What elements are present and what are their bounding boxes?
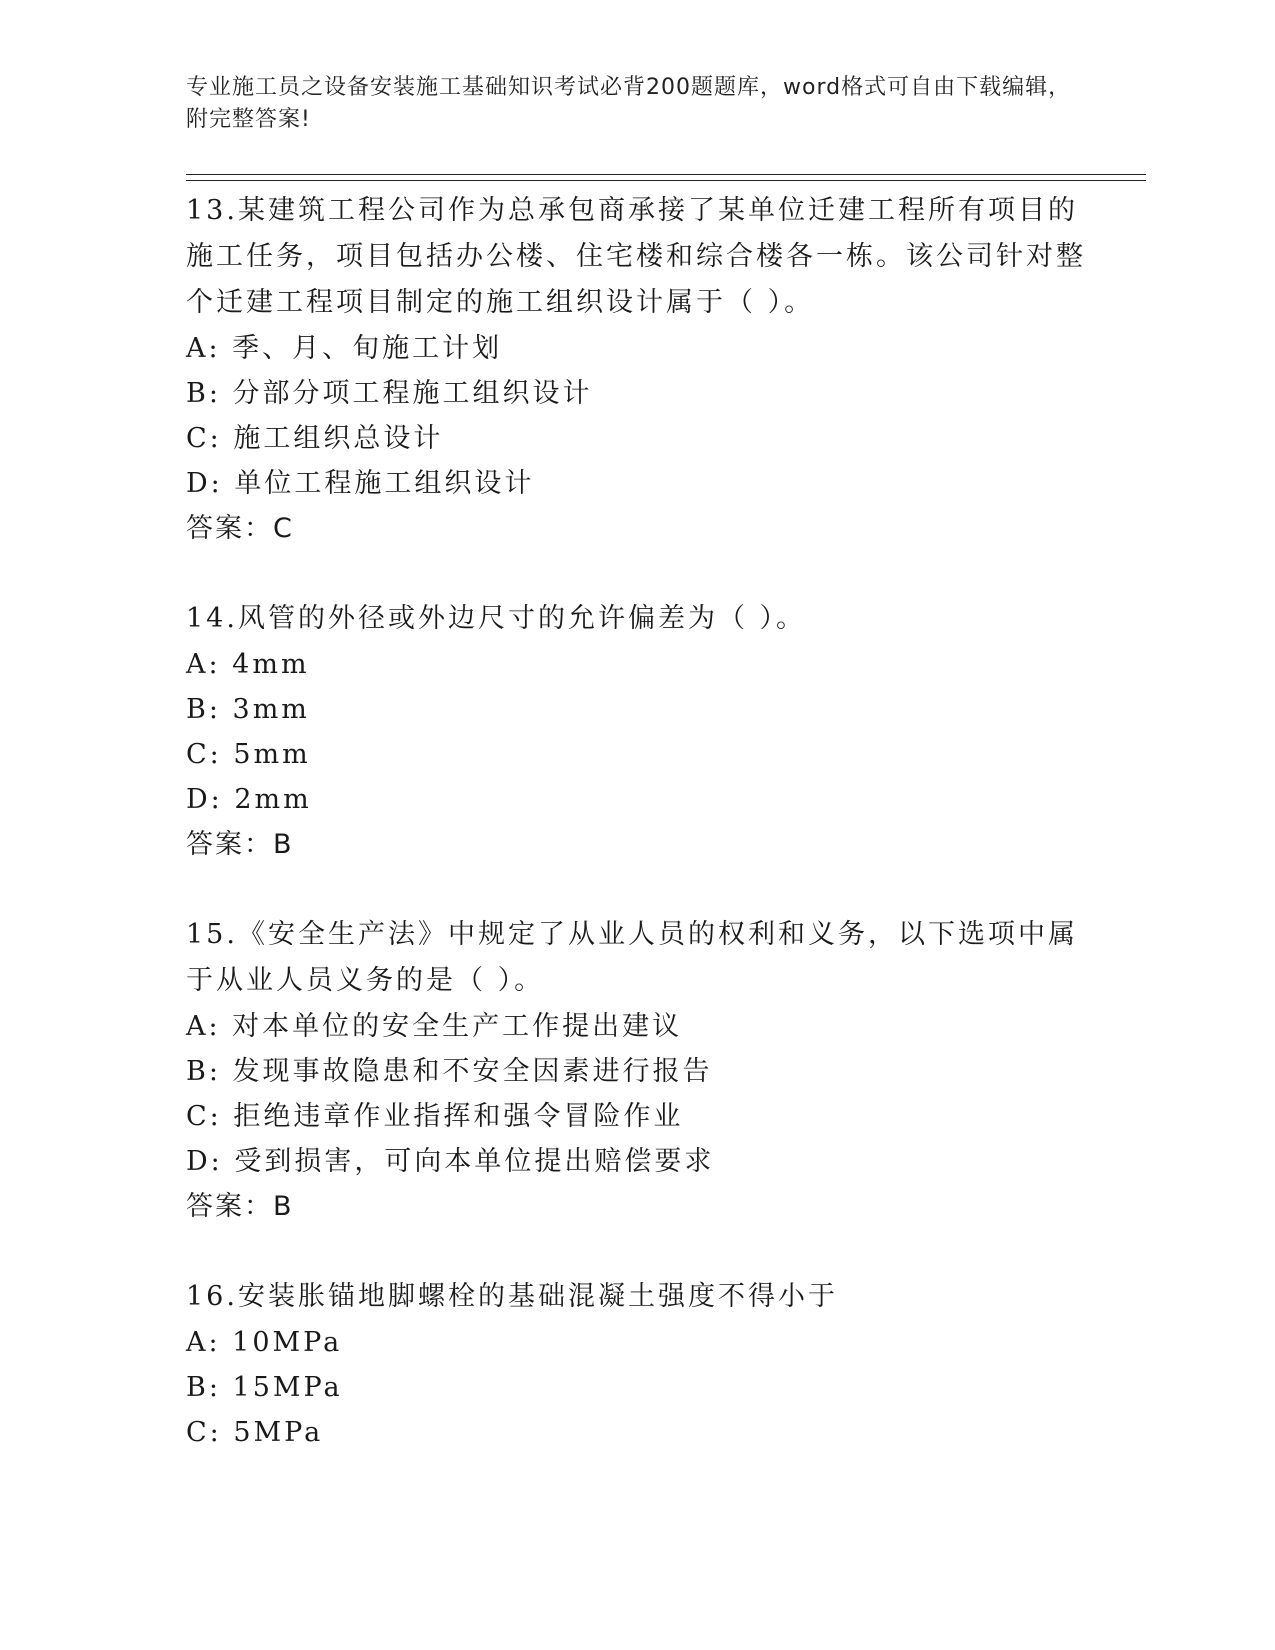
option-a: A: 季、月、旬施工计划 [186,333,503,364]
option-c: C: 施工组织总设计 [186,423,444,454]
header-divider-bottom [186,180,1146,181]
option-a: A: 4mm [186,649,310,680]
option-b: B: 发现事故隐患和不安全因素进行报告 [186,1056,713,1087]
option-b: B: 3mm [186,694,310,725]
option-b: B: 分部分项工程施工组织设计 [186,378,593,409]
option-c: C: 5MPa [186,1417,324,1448]
header-divider-top [186,174,1146,175]
question-stem: 14.风管的外径或外边尺寸的允许偏差为（ ）。 [186,603,807,634]
option-c: C: 5mm [186,739,311,770]
answer: 答案：C [186,513,294,544]
question-stem: 13.某建筑工程公司作为总承包商承接了某单位迁建工程所有项目的施工任务，项目包括办公楼、住宅楼和综合楼各一栋。该公司针对整个迁建工程项目制定的施工组织设计属于（ ）。 [186,195,1086,318]
option-c: C: 拒绝违章作业指挥和强令冒险作业 [186,1101,684,1132]
question-15 [186,912,1086,1230]
option-d: D: 2mm [186,784,312,815]
option-b: B: 15MPa [186,1372,343,1403]
option-d: D: 受到损害，可向本单位提出赔偿要求 [186,1146,715,1177]
question-14 [186,596,1086,868]
question-stem: 15.《安全生产法》中规定了从业人员的权利和义务，以下选项中属于从业人员义务的是（ ）。 [186,919,1078,996]
question-16 [186,1274,1086,1455]
question-list [186,188,1086,1499]
option-a: A: 对本单位的安全生产工作提出建议 [186,1011,683,1042]
question-stem: 16.安装胀锚地脚螺栓的基础混凝土强度不得小于 [186,1281,838,1312]
answer: 答案：B [186,1191,294,1222]
option-a: A: 10MPa [186,1327,343,1358]
answer: 答案：B [186,829,294,860]
question-13 [186,188,1086,552]
document-header: 专业施工员之设备安装施工基础知识考试必背200题题库，word格式可自由下载编辑，附完整答案! [186,75,1072,132]
option-d: D: 单位工程施工组织设计 [186,468,535,499]
